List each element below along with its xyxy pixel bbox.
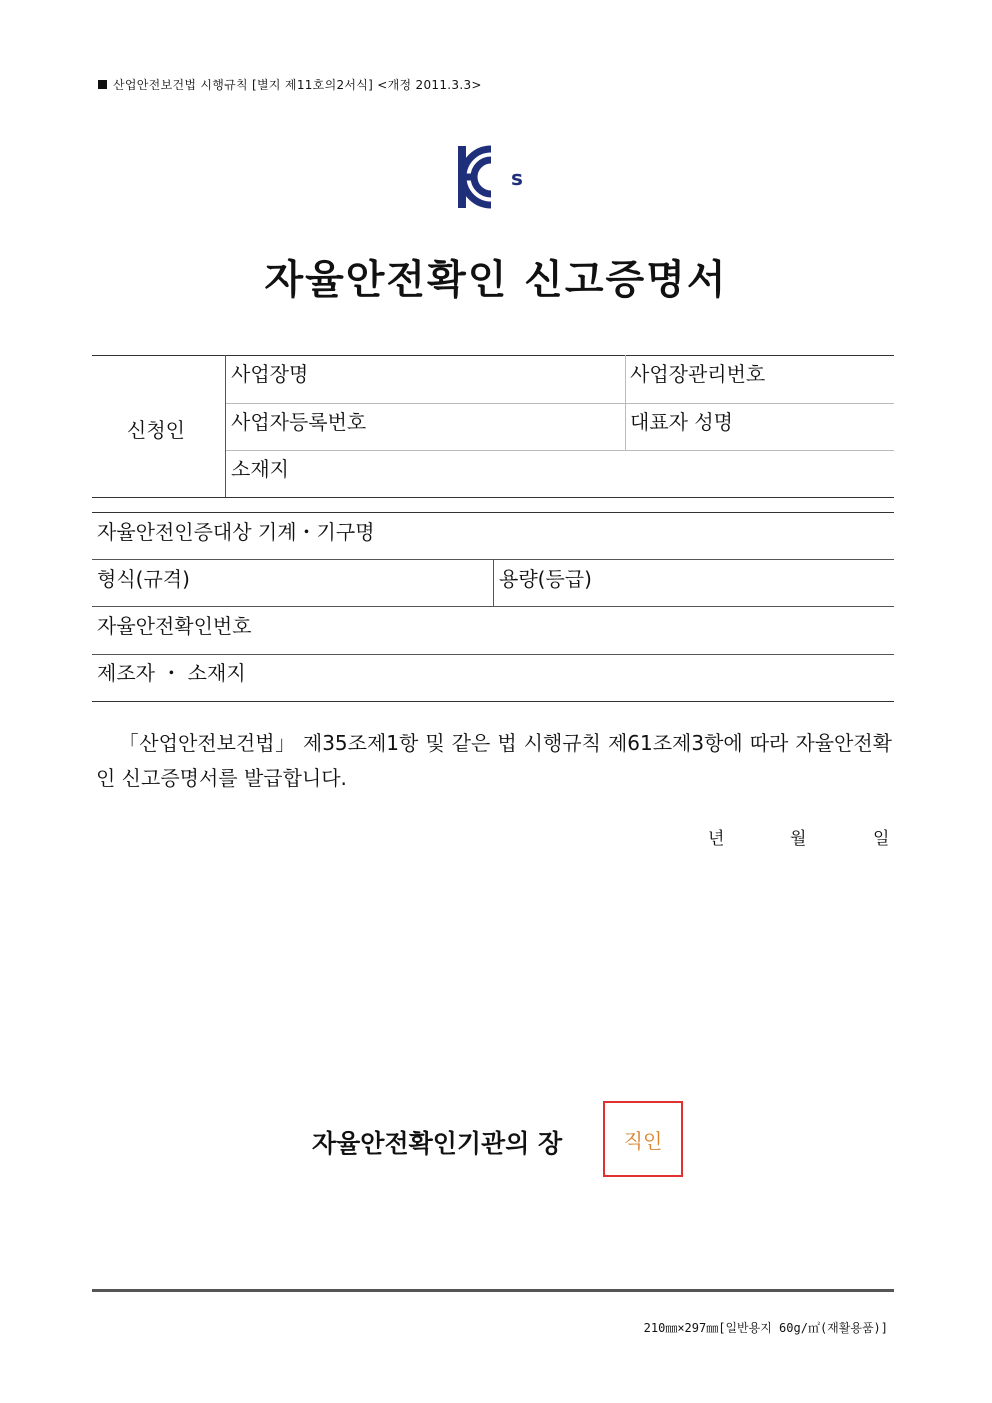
address-label: 소재지 [231,457,289,481]
statement-text: 「산업안전보건법」 제35조제1항 및 같은 법 시행규칙 제61조제3항에 따라 자율안전확인 신고증명서를 발급합니다. [96,731,892,790]
form-reference-text: 산업안전보건법 시행규칙 [별지 제11호의2서식] <개정 2011.3.3> [113,78,482,92]
machine-name-label: 자율안전인증대상 기계・기구명 [97,520,375,544]
table-top-border [92,355,894,356]
table-bottom-border [92,701,894,702]
seal-label: 직인 [623,1128,663,1153]
table-row-divider [225,450,894,451]
form-reference-note [98,76,482,93]
date-month-label: 월 [790,829,807,849]
black-square-icon [98,80,107,89]
applicant-label: 신청인 [127,418,185,442]
model-label: 형식(규격) [97,567,190,591]
manufacturer-label: 제조자 ・ 소재지 [97,661,246,685]
table-col-divider [493,559,494,606]
date-day-label: 일 [873,829,890,849]
date-year-label: 년 [708,829,725,849]
issuance-statement [96,726,892,796]
table-row-divider [225,403,894,404]
official-seal-box [603,1101,683,1177]
paper-spec-note: 210㎜×297㎜[일반용지 60g/㎡(재활용품)] [643,1321,888,1335]
business-mgmt-number-label: 사업장관리번호 [630,362,766,386]
table-row-divider [92,654,894,655]
representative-name-label: 대표자 성명 [630,410,733,434]
business-name-label: 사업장명 [231,362,309,386]
table-col-divider [225,355,226,497]
kcs-logo [455,143,535,211]
document-title: 자율안전확인 신고증명서 [264,257,728,303]
table-top-border [92,512,894,513]
footer-divider [92,1289,894,1292]
business-reg-number-label: 사업자등록번호 [231,410,367,434]
table-row-divider [92,497,894,498]
confirmation-number-label: 자율안전확인번호 [97,614,252,638]
table-col-divider [625,355,626,450]
issuer-title: 자율안전확인기관의 장 [312,1129,563,1158]
svg-text:s: s [511,166,523,190]
capacity-label: 용량(등급) [499,567,592,591]
table-row-divider [92,606,894,607]
